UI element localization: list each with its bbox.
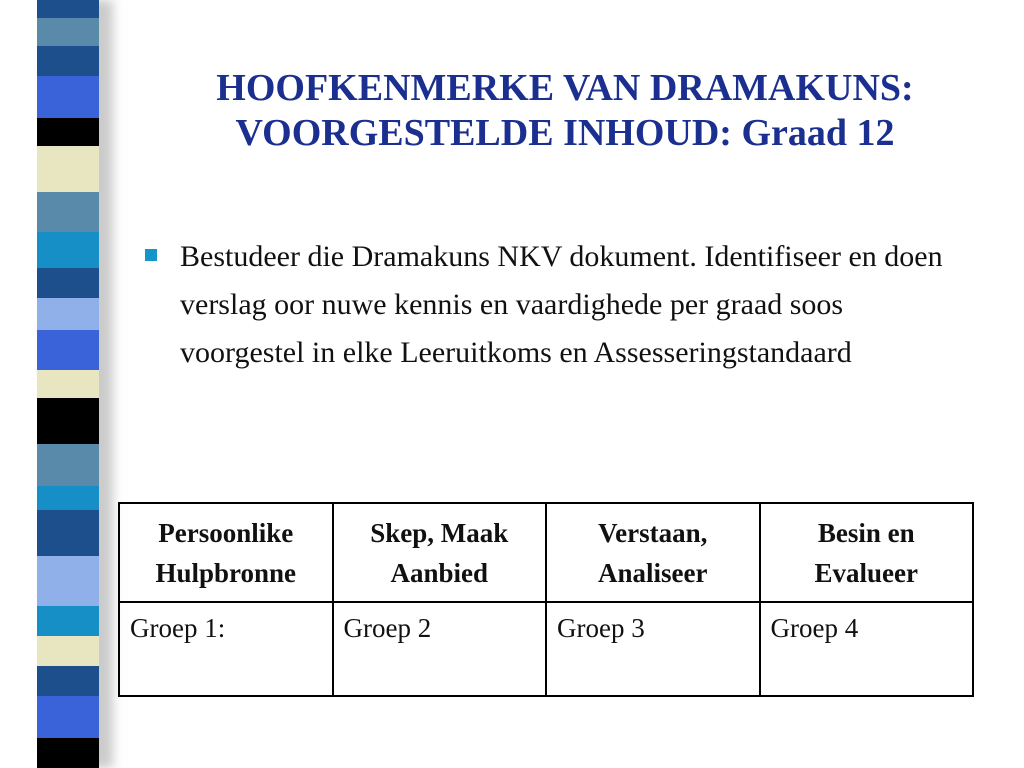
stripe-block xyxy=(37,76,99,118)
table-header-cell: Persoonlike Hulpbronne xyxy=(119,503,333,602)
stripe-block xyxy=(37,118,99,146)
stripe-block xyxy=(37,192,99,232)
stripe-block xyxy=(37,556,99,606)
stripe-block xyxy=(37,510,99,556)
bullet-text: Bestudeer die Dramakuns NKV dokument. Identifiseer en doen verslag oor nuwe kennis en vaardighede per graad soos voorgestel in elke Leeruitkoms en Assesseringstandaard xyxy=(180,240,943,369)
table-cell: Groep 4 xyxy=(760,602,974,696)
table-header-cell: Besin en Evalueer xyxy=(760,503,974,602)
stripe-block xyxy=(37,738,99,768)
stripe-block xyxy=(37,636,99,666)
stripe-block xyxy=(37,330,99,370)
stripe-block xyxy=(37,0,99,18)
groups-table xyxy=(118,502,974,697)
stripe-block xyxy=(37,444,99,486)
table-header-row xyxy=(119,503,973,602)
stripe-block xyxy=(37,486,99,510)
stripe-block xyxy=(37,268,99,298)
stripe-block xyxy=(37,18,99,46)
stripe-block xyxy=(37,398,99,444)
stripe-block xyxy=(37,232,99,268)
stripe-block xyxy=(37,46,99,76)
table-cell: Groep 1: xyxy=(119,602,333,696)
stripe-block xyxy=(37,370,99,398)
table-header-cell: Verstaan, Analiseer xyxy=(546,503,760,602)
table-cell: Groep 3 xyxy=(546,602,760,696)
table-cell: Groep 2 xyxy=(333,602,547,696)
stripe-block xyxy=(37,298,99,330)
stripe-block xyxy=(37,606,99,636)
bullet-item xyxy=(143,233,963,377)
stripe-block xyxy=(37,696,99,738)
stripe-block xyxy=(37,146,99,192)
slide-title-line-1: HOOFKENMERKE VAN DRAMAKUNS: xyxy=(216,67,914,109)
table-header-cell: Skep, Maak Aanbied xyxy=(333,503,547,602)
slide-title xyxy=(130,66,1000,156)
stripe-block xyxy=(37,666,99,696)
table-row xyxy=(119,602,973,696)
decorative-stripe-strip xyxy=(37,0,99,768)
square-bullet-icon xyxy=(145,249,157,261)
slide-title-line-2: VOORGESTELDE INHOUD: Graad 12 xyxy=(235,112,895,154)
